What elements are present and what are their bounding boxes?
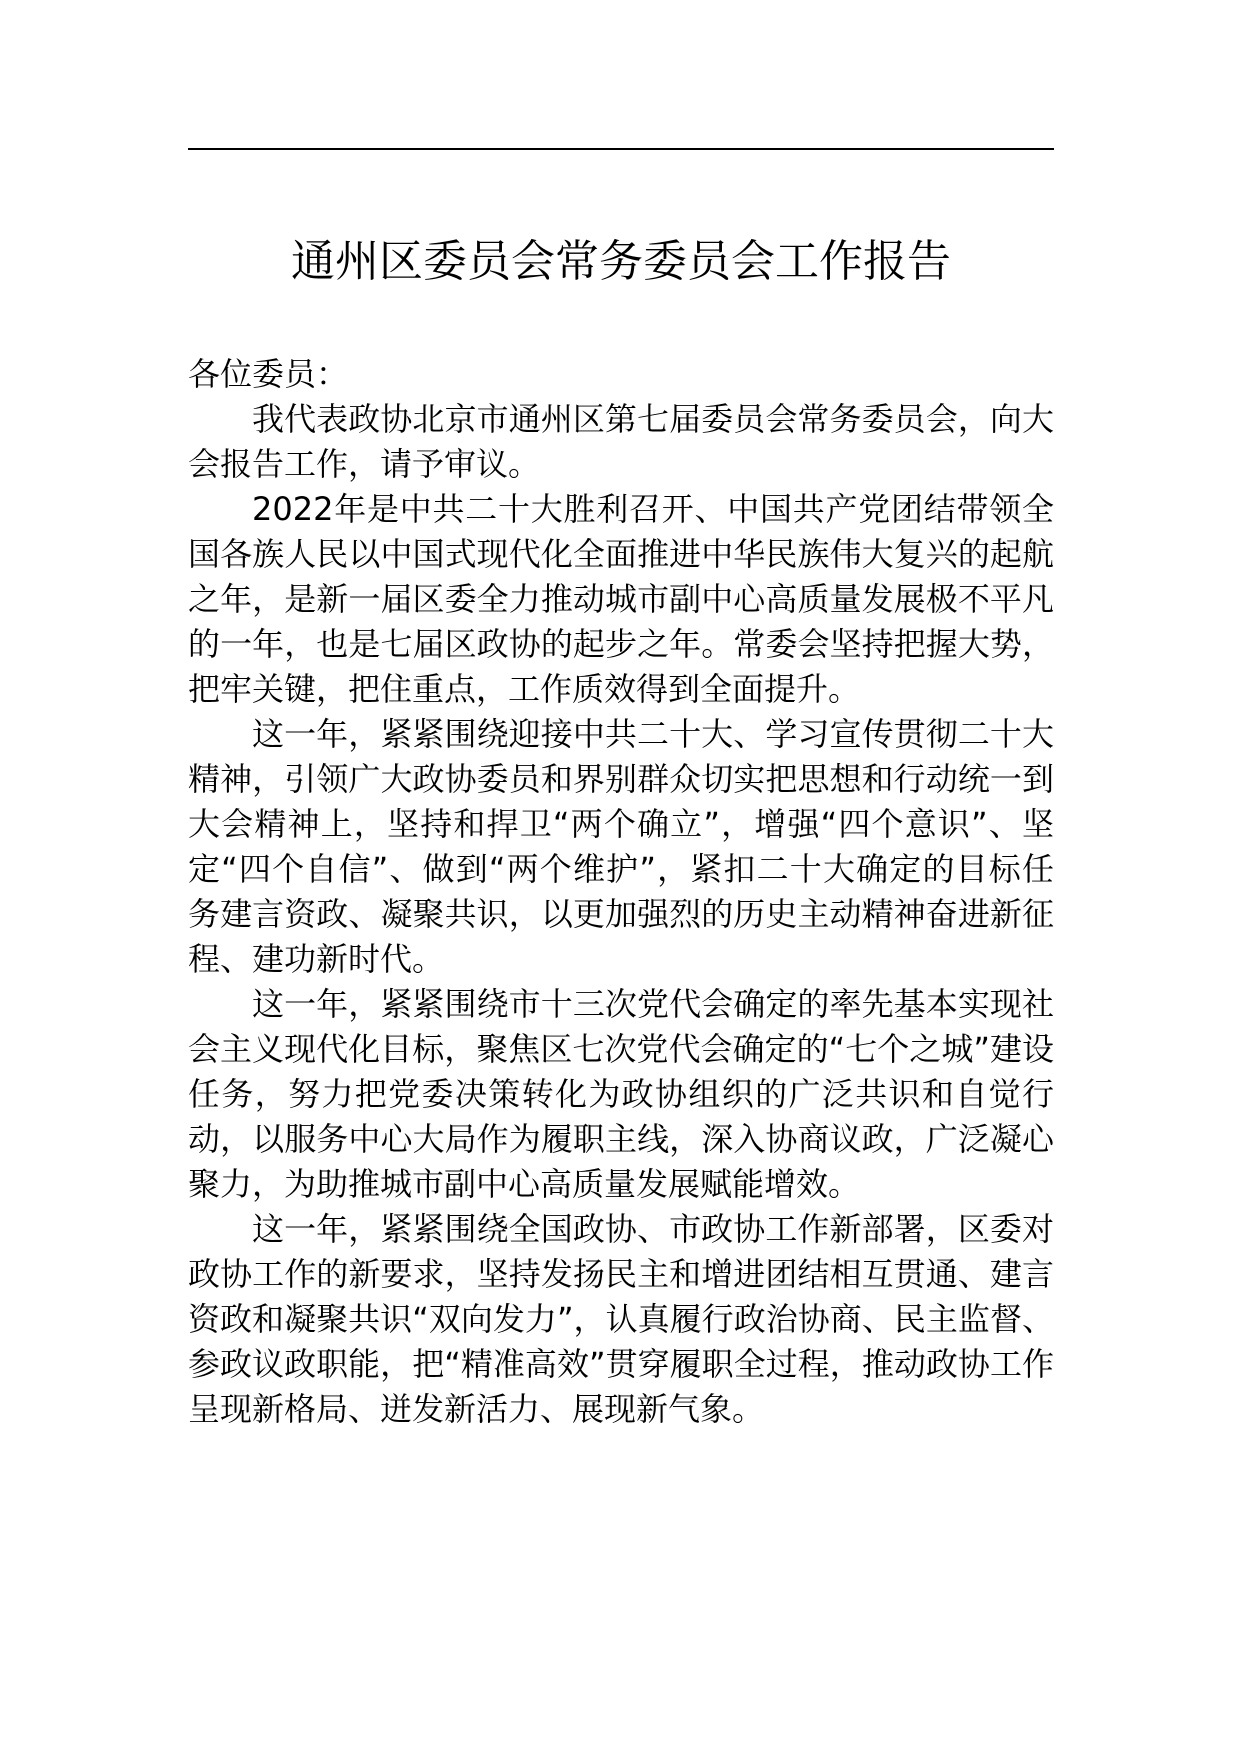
header-rule [188,148,1054,150]
document-title: 通州区委员会常务委员会工作报告 [291,236,951,287]
salutation: 各位委员： [188,355,349,393]
body-paragraph-3: 这一年，紧紧围绕迎接中共二十大、学习宣传贯彻二十大精神，引领广大政协委员和界别群众切实把思想和行动统一到大会精神上，坚持和捍卫“两个确立”，增强“四个意识”、坚定“四个自信”、做到“两个维护”，紧扣二十大确定的目标任务建言资政、凝聚共识，以更加强烈的历史主动精神奋进新征程、建功新时代。 [188,715,1054,978]
body-paragraph-4: 这一年，紧紧围绕市十三次党代会确定的率先基本实现社会主义现代化目标，聚焦区七次党代会确定的“七个之城”建设任务，努力把党委决策转化为政协组织的广泛共识和自觉行动，以服务中心大局作为履职主线，深入协商议政，广泛凝心聚力，为助推城市副中心高质量发展赋能增效。 [188,985,1054,1203]
body-paragraph-5: 这一年，紧紧围绕全国政协、市政协工作新部署，区委对政协工作的新要求，坚持发扬民主和增进团结相互贯通、建言资政和凝聚共识“双向发力”，认真履行政治协商、民主监督、参政议政职能，把“精准高效”贯穿履职全过程，推动政协工作呈现新格局、迸发新活力、展现新气象。 [188,1210,1054,1428]
body-paragraph-1: 我代表政协北京市通州区第七届委员会常务委员会，向大会报告工作，请予审议。 [188,400,1054,483]
document-body [188,352,1054,1432]
body-paragraph-2: 2022年是中共二十大胜利召开、中国共产党团结带领全国各族人民以中国式现代化全面推进中华民族伟大复兴的起航之年，是新一届区委全力推动城市副中心高质量发展极不平凡的一年，也是七届区政协的起步之年。常委会坚持把握大势，把牢关键，把住重点，工作质效得到全面提升。 [188,490,1054,708]
